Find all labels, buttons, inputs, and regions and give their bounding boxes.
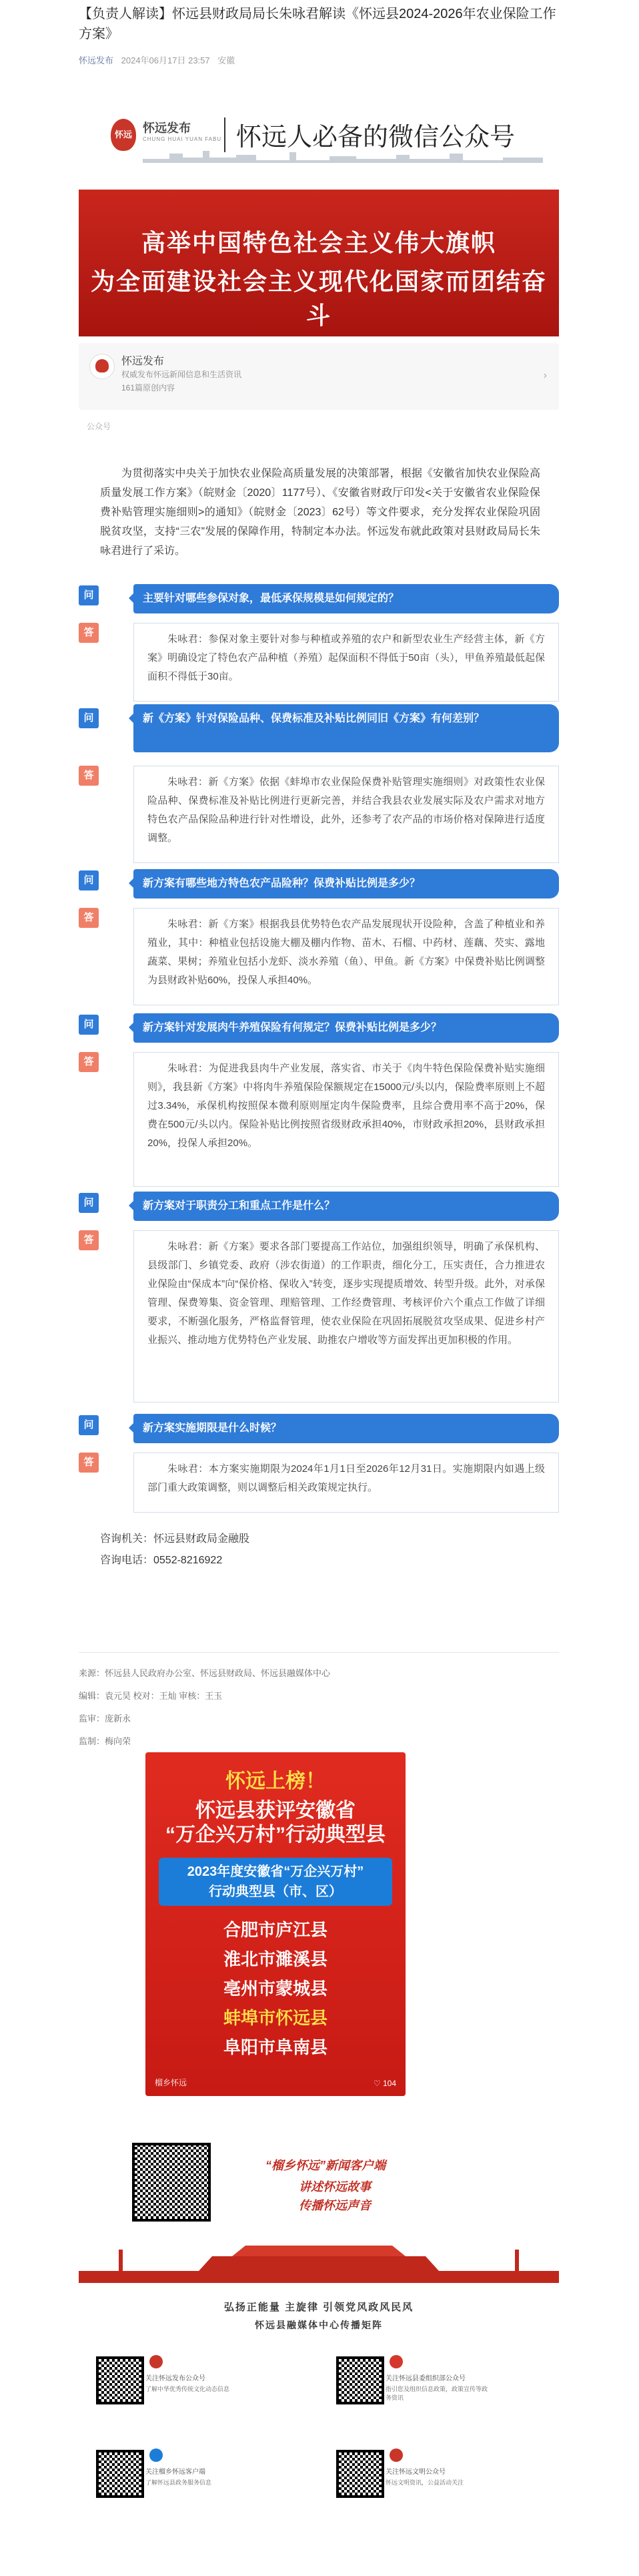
publish-location: 安徽: [217, 55, 235, 65]
answer-tag: 答: [79, 1230, 99, 1250]
credit-editor: 编辑：袁元昊 校对：王灿 审核：王玉: [79, 1691, 223, 1701]
poster-likes-count: 104: [382, 2079, 396, 2088]
tiananmen-illustration: [79, 2230, 559, 2283]
credit-audit: 监审：庞新永: [79, 1714, 131, 1724]
question-tag: 问: [79, 1415, 99, 1435]
article-title: 【负责人解读】怀远县财政局局长朱咏君解读《怀远县2024-2026年农业保险工作方案》: [79, 7, 556, 41]
account-name: 关注榴乡怀远客户端: [145, 2469, 205, 2476]
account-name: 关注怀远发布公众号: [145, 2375, 205, 2382]
account-desc: 了解怀远县政务服务信息: [145, 2479, 212, 2486]
slogan-banner: [79, 190, 559, 336]
logo-mark: 怀远: [111, 119, 136, 151]
question-tag: 问: [79, 870, 99, 890]
account-qr-code: [336, 2356, 384, 2404]
answer-box: 朱咏君：为促进我县肉牛产业发展，落实省、市关于《肉牛特色保险保费补贴实施细则》，我县新《方案》中将肉牛养殖保险保额规定在15000元/头以内，保险费率原则上不超过3.34%，承保机构按照保本微利原则厘定肉牛保险费率，且综合费用率不高于20%，保费在500元/头以内。保险补贴比例按照省级财政承担40%，市财政承担20%，县财政承担20%，投保人承担20%。: [133, 1052, 559, 1187]
account-logo-icon: [149, 2355, 163, 2368]
question-tag: 问: [79, 585, 99, 605]
credit-source: 来源：怀远县人民政府办公室、怀远县财政局、怀远县融媒体中心: [79, 1668, 331, 1678]
video-poster[interactable]: [145, 1752, 406, 2096]
qa-item: [79, 1414, 559, 1521]
chevron-right-icon: ›: [543, 370, 547, 381]
credit-producer: 监制：梅向荣: [79, 1736, 131, 1746]
account-logo-icon: [390, 2355, 403, 2368]
app-qr-code: [132, 2143, 211, 2222]
article-meta: [79, 53, 240, 66]
answer-box: 朱咏君：新《方案》依据《蚌埠市农业保险保费补贴管理实施细则》对政策性农业保险品种、保费标准及补贴比例进行更新完善，并结合我县农业发展实际及农户需求对地方特色农产品保险品种进行针对性增设，此外，还参考了农产品的市场价格对保障进行适度调整。: [133, 766, 559, 863]
answer-box: 朱咏君：本方案实施期限为2024年1月1日至2026年12月31日。实施期限内如遇上级部门重大政策调整，则以调整后相关政策规定执行。: [133, 1453, 559, 1513]
banner-headline: 怀远人必备的微信公众号: [236, 122, 516, 152]
account-link[interactable]: 怀远发布: [79, 55, 114, 65]
slogan-line-2: 为全面建设社会主义现代化国家而团结奋斗: [90, 268, 547, 329]
intro-paragraph: 为贯彻落实中央关于加快农业保险高质量发展的决策部署，根据《安徽省加快农业保险高质量发展工作方案》（皖财金〔2020〕1177号）、《安徽省财政厅印发<关于安徽省农业保险保费补贴管理实施细则>的通知》（皖财金〔2023〕62号）等文件要求，充分发挥农业保险巩固脱贫攻坚，支持“三农”发展的保障作用，特制定本办法。怀远发布就此政策对县财政局局长朱咏君进行了采访。: [100, 468, 540, 557]
question-bar: 新方案对于职责分工和重点工作是什么？: [133, 1192, 559, 1221]
account-card[interactable]: [79, 343, 559, 410]
slogan-line-1: 高举中国特色社会主义伟大旗帜: [141, 229, 496, 256]
footer-slogan-3: 传播怀远声音: [299, 2199, 371, 2212]
matrix-account: [79, 2443, 239, 2517]
poster-headline-line-1: 怀远县获评安徽省: [195, 1800, 356, 1822]
question-bar: 主要针对哪些参保对象，最低承保规模是如何规定的？: [133, 584, 559, 613]
logo-subtitle: CHUNG HUAI YUAN FABU: [143, 136, 222, 142]
account-matrix: [79, 2350, 559, 2563]
poster-channel: 榴乡怀远: [155, 2078, 187, 2087]
account-desc: 了解中华优秀传统文化动态信息: [145, 2386, 230, 2392]
poster-likes: [374, 2079, 396, 2088]
account-type-label: 公众号: [87, 422, 111, 431]
matrix-account: [79, 2350, 239, 2423]
question-tag: 问: [79, 1193, 99, 1213]
answer-tag: 答: [79, 908, 99, 928]
header-banner: [79, 107, 559, 180]
footer-top-section: [79, 2129, 559, 2290]
poster-subtitle-line-2: 行动典型县（市、区）: [209, 1884, 342, 1899]
matrix-account: [319, 2443, 479, 2517]
account-logo-icon: [149, 2449, 163, 2462]
heart-icon: ♡: [373, 2079, 383, 2088]
qa-item: [79, 1013, 559, 1187]
publish-date: 2024年06月17日 23:57: [121, 55, 210, 65]
answer-box: 朱咏君：新《方案》要求各部门要提高工作站位，加强组织领导，明确了承保机构、县级部门、乡镇党委、政府（涉农街道）的工作职责，细化分工，压实责任，合力推进农业保险由“保成本”向“保价格、保收入”转变，逐步实现提质增效、转型升级。此外，对承保管理、保费筹集、资金管理、理赔管理、工作经费管理、考核评价六个重点工作做了详细要求，不断强化服务，严格监督管理，使农业保险在巩固拓展脱贫攻坚成果、促进乡村产业振兴、推动地方优势特色产业发展、助推农户增收等方面发挥出更加积极的作用。: [133, 1230, 559, 1402]
poster-city-highlight: 蚌埠市怀远县: [223, 2008, 328, 2028]
logo-name: 怀远发布: [143, 121, 191, 135]
skyline-illustration: [143, 147, 543, 163]
divider: [79, 1652, 559, 1653]
question-tag: 问: [79, 1015, 99, 1035]
contact-org: 咨询机关：怀远县财政局金融股: [100, 1533, 250, 1545]
answer-tag: 答: [79, 623, 99, 643]
poster-city: 阜阳市阜南县: [223, 2037, 328, 2057]
question-bar: 新《方案》针对保险品种、保费标准及补贴比例同旧《方案》有何差别？: [133, 704, 559, 752]
matrix-account: [319, 2350, 488, 2423]
qa-item: [79, 1192, 559, 1392]
answer-tag: 答: [79, 766, 99, 786]
account-name: 关注怀远文明公众号: [386, 2469, 446, 2476]
poster-subtitle-line-1: 2023年度安徽省“万企兴万村”: [187, 1864, 364, 1879]
answer-box: 朱咏君：新《方案》根据我县优势特色农产品发展现状开设险种，含盖了种植业和养殖业，其中：种植业包括设施大棚及棚内作物、苗木、石榴、中药材、莲藕、芡实、露地蔬菜、果树；养殖业包括小龙虾、淡水养殖（鱼）、甲鱼。新《方案》中保费补贴比例调整为县财政补贴60%，投保人承担40%。: [133, 908, 559, 1005]
account-desc: 怀远文明资讯，公益活动关注: [386, 2479, 464, 2486]
contact-phone: 咨询电话：0552-8216922: [100, 1555, 223, 1566]
account-card-count: 161篇原创内容: [121, 383, 175, 393]
account-qr-code: [96, 2450, 144, 2498]
account-logo-icon: [390, 2449, 403, 2462]
answer-box: 朱咏君：参保对象主要针对参与种植或养殖的农户和新型农业生产经营主体，新《方案》明确设定了特色农产品种植（养殖）起保面积不得低于50亩（头），甲鱼养殖最低起保面积不得低于30亩。: [133, 623, 559, 702]
qa-item: [79, 869, 559, 1029]
account-qr-code: [96, 2356, 144, 2404]
answer-tag: 答: [79, 1052, 99, 1072]
account-qr-code: [336, 2450, 384, 2498]
account-card-desc: 权威发布怀远新闻信息和生活资讯: [121, 370, 242, 379]
answer-tag: 答: [79, 1453, 99, 1473]
footer-matrix-title: 怀远县融媒体中心传播矩阵: [255, 2320, 383, 2330]
footer-slogan-1: “榴乡怀远”新闻客户端: [265, 2159, 386, 2172]
account-card-name: 怀远发布: [121, 356, 165, 367]
question-tag: 问: [79, 708, 99, 728]
question-bar: 新方案针对发展肉牛养殖保险有何规定？保费补贴比例是多少？: [133, 1013, 559, 1043]
poster-subtitle: [159, 1858, 392, 1906]
poster-title: 怀远上榜！: [225, 1770, 326, 1792]
qa-item: [79, 704, 559, 878]
poster-city: 亳州市蒙城县: [223, 1979, 328, 1999]
question-bar: 新方案实施期限是什么时候？: [133, 1414, 559, 1443]
poster-headline: [145, 1799, 406, 1847]
account-name: 关注怀远县委组织部公众号: [386, 2375, 466, 2382]
poster-headline-line-2: “万企兴万村”行动典型县: [165, 1824, 386, 1846]
poster-city: 合肥市庐江县: [223, 1920, 328, 1940]
question-bar: 新方案有哪些地方特色农产品险种？保费补贴比例是多少？: [133, 869, 559, 898]
footer-slogan-2: 讲述怀远故事: [299, 2180, 371, 2194]
poster-city: 淮北市濉溪县: [223, 1949, 328, 1969]
account-avatar: [89, 354, 115, 379]
account-desc: 指引您及组织信息政策，政策宣传等政务资讯: [386, 2386, 488, 2401]
footer-motto: 弘扬正能量 主旋律 引领党风政风民风: [223, 2302, 414, 2313]
footer-image: [79, 2129, 559, 2563]
